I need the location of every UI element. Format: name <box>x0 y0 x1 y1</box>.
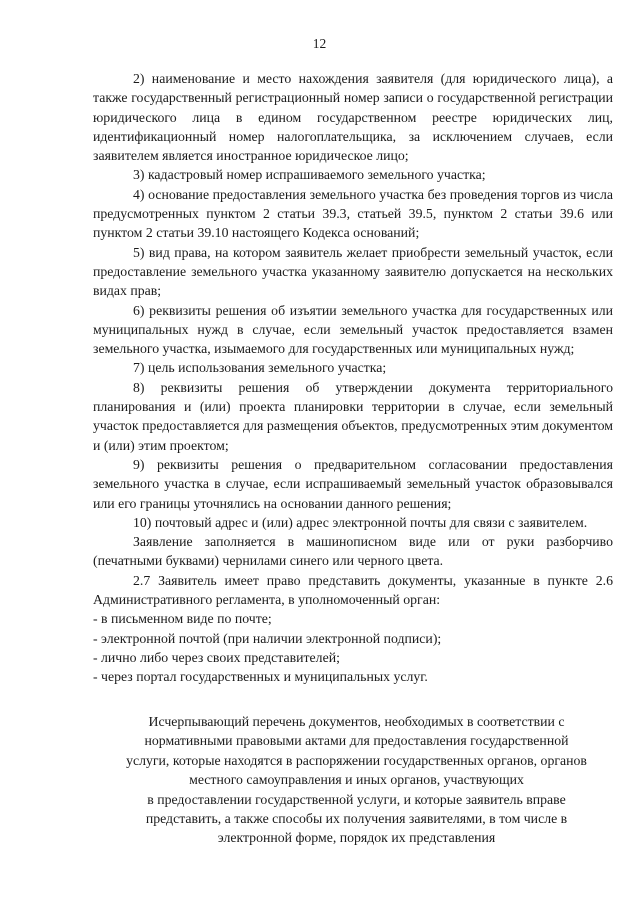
list-item: - в письменном виде по почте; <box>93 611 272 627</box>
paragraph-item-4: 4) основание предоставления земельного участка без проведения торгов из числа предусмотренных пунктом 2 статьи 39.3, статьей 39.5, пунктом 2 статьи 39.6 или пунктом 2 статьи 39.10 настоящего Кодекса оснований; <box>93 186 613 241</box>
section-heading <box>100 712 613 848</box>
paragraph-item-2: 2) наименование и место нахождения заявителя (для юридического лица), а также государственный регистрационный номер записи о государственной регистрации юридического лица в едином государственном реестре юридических лиц, идентификационный номер налогоплательщика, за исключением случаев, если заявителем является иностранное юридическое лицо; <box>93 71 613 164</box>
paragraph-2-7: 2.7 Заявитель имеет право представить документы, указанные в пункте 2.6 Административного регламента, в уполномоченный орган: <box>93 572 613 608</box>
paragraph-item-5: 5) вид права, на котором заявитель желает приобрести земельный участок, если предоставление земельного участка указанному заявителю допускается на нескольких видах прав; <box>93 244 613 299</box>
paragraph-item-6: 6) реквизиты решения об изъятии земельного участка для государственных или муниципальных нужд в случае, если земельный участок предоставляется взамен земельного участка, изымаемого для государственных или муниципальных нужд; <box>93 302 613 357</box>
heading-line: услуги, которые находятся в распоряжении государственных органов, органов <box>126 752 587 768</box>
paragraph-item-9: 9) реквизиты решения о предварительном согласовании предоставления земельного участка в случае, если испрашиваемый земельный участок образовывался или его границы уточнялись на основании данного решения; <box>93 456 613 511</box>
heading-line: представить, а также способы их получения заявителями, в том числе в <box>145 811 568 827</box>
paragraph-item-10: 10) почтовый адрес и (или) адрес электронной почты для связи с заявителем. <box>133 514 588 530</box>
heading-line: нормативными правовыми актами для предоставления государственной <box>144 733 569 749</box>
list-item: - лично либо через своих представителей; <box>93 649 340 665</box>
heading-line: Исчерпывающий перечень документов, необходимых в соответствии с <box>148 714 565 729</box>
document-body <box>93 69 613 687</box>
paragraph-item-3: 3) кадастровый номер испрашиваемого земельного участка; <box>133 167 486 183</box>
paragraph-item-7: 7) цель использования земельного участка; <box>133 360 387 376</box>
heading-line: местного самоуправления и иных органов, участвующих <box>189 772 524 788</box>
page-number: 12 <box>312 36 327 51</box>
list-item: - через портал государственных и муниципальных услуг. <box>93 669 428 685</box>
paragraph-application-form: Заявление заполняется в машинописном виде или от руки разборчиво (печатными буквами) чернилами синего или черного цвета. <box>93 534 613 569</box>
heading-line: в предоставлении государственной услуги, и которые заявитель вправе <box>147 791 566 807</box>
heading-line: электронной форме, порядок их представления <box>217 830 496 846</box>
list-item: - электронной почтой (при наличии электронной подписи); <box>93 630 442 646</box>
paragraph-item-8: 8) реквизиты решения об утверждении документа территориального планирования и (или) проекта планировки территории в случае, если земельный участок предоставляется для размещения объектов, предусмотренных этим документом и (или) этим проектом; <box>93 379 613 453</box>
